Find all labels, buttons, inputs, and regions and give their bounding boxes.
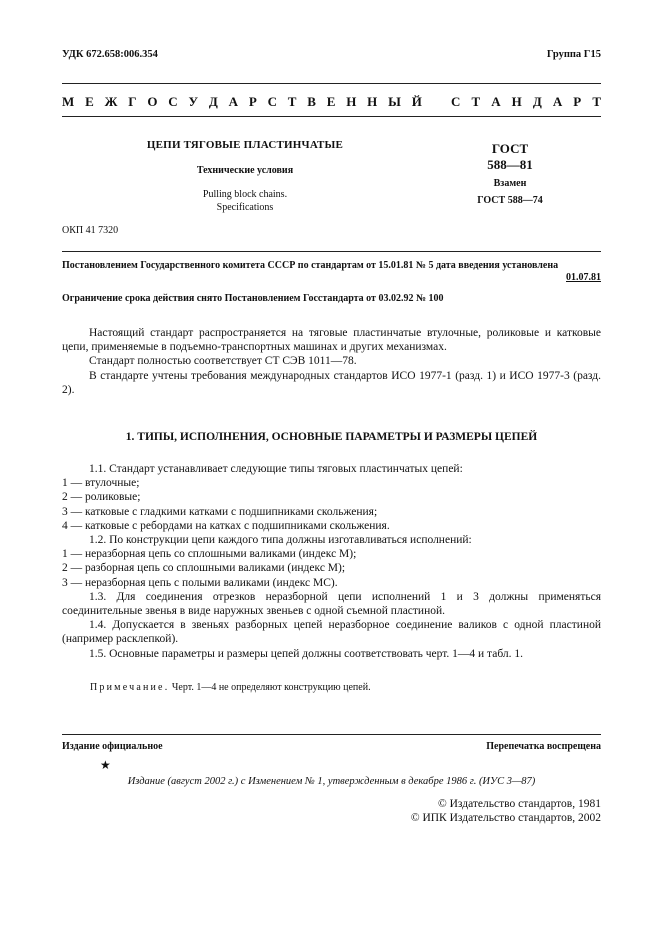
section-heading: 1. ТИПЫ, ИСПОЛНЕНИЯ, ОСНОВНЫЕ ПАРАМЕТРЫ И РАЗМЕРЫ ЦЕПЕЙ (125, 431, 538, 443)
banner-letter: Д (532, 94, 542, 109)
banner-letter: Н (346, 94, 357, 109)
banner-letter: Т (471, 94, 481, 109)
banner-letter: Т (592, 94, 601, 109)
clause-item: 1.5. Основные параметры и размеры цепей должны соответствовать черт. 1—4 и табл. 1. (89, 647, 523, 660)
banner-letter: О (147, 94, 158, 109)
clause-item: 1.4. Допускается в звеньях разборных цепей неразборное соединение валиков с одной пластиной (например расклепкой). (62, 619, 601, 646)
english-title-line: Specifications (216, 202, 274, 213)
copyright-line: © Издательство стандартов, 1981 (437, 798, 601, 810)
banner-letter: А (228, 94, 238, 109)
banner-letter: Е (326, 94, 336, 109)
official-edition-label: Издание официальное (62, 741, 163, 752)
top-divider (62, 83, 601, 84)
clause-item: 4 — катковые с ребордами на катках с подшипниками скольжения. (62, 519, 390, 532)
gost-label: ГОСТ (491, 141, 529, 156)
banner-letter: С (168, 94, 178, 109)
clause-item: 1 — неразборная цепь со сплошными валиками (индекс М); (62, 548, 357, 561)
clause-item: 1.2. По конструкции цепи каждого типа должны изготавливаться исполнений: (89, 534, 472, 547)
note-text: Черт. 1—4 не определяют конструкцию цепей. (171, 682, 371, 693)
banner-word-standard (451, 94, 601, 110)
banner-letter: У (188, 94, 199, 109)
english-title-line: Pulling block chains. (202, 189, 288, 200)
banner-letter: Р (573, 94, 582, 109)
banner-letter: Ы (388, 94, 401, 109)
intro-paragraph: В стандарте учтены требования международных стандартов ИСО 1977-1 (разд. 1) и ИСО 1977-3 (разд. 2). (62, 369, 601, 396)
title-block (110, 139, 380, 214)
clause-item: 2 — роликовые; (62, 491, 141, 504)
standard-banner (62, 94, 601, 110)
banner-letter: Т (287, 94, 297, 109)
clause-item: 1.1. Стандарт устанавливает следующие типы тяговых пластинчатых цепей: (89, 463, 463, 475)
footer-divider (62, 734, 601, 735)
banner-letter: Н (367, 94, 378, 109)
effective-date: 01.07.81 (566, 272, 601, 283)
english-title (110, 188, 380, 214)
banner-letter: Н (511, 94, 522, 109)
replaced-standard: ГОСТ 588—74 (477, 195, 543, 206)
clause-item: 1 — втулочные; (62, 477, 140, 490)
clause-item: 2 — разборная цепь со сплошными валиками (индекс М); (62, 562, 346, 575)
banner-letter: Ж (104, 94, 118, 109)
copyright-line: © ИПК Издательство стандартов, 2002 (410, 812, 601, 824)
banner-letter: Г (128, 94, 137, 109)
banner-letter: М (62, 94, 75, 109)
banner-letter: Д (208, 94, 218, 109)
banner-letter: В (307, 94, 316, 109)
document-subtitle: Технические условия (196, 165, 294, 176)
banner-letter: Й (411, 94, 422, 109)
copyright-block (411, 797, 601, 825)
reprint-prohibited-label: Перепечатка воспрещена (486, 741, 601, 752)
note-label: Примечание. (90, 682, 170, 693)
banner-letter: Р (248, 94, 257, 109)
clause-item: 3 — катковые с гладкими катками с подшипниками скольжения; (62, 505, 378, 518)
intro-text (62, 326, 601, 397)
banner-letter: С (451, 94, 461, 109)
udk-code: УДК 672.658:006.354 (62, 49, 158, 60)
clause-list (62, 462, 601, 661)
document-title: ЦЕПИ ТЯГОВЫЕ ПЛАСТИНЧАТЫЕ (146, 139, 344, 151)
banner-word-interstate (62, 94, 422, 110)
intro-paragraph: Стандарт полностью соответствует СТ СЭВ 1011—78. (89, 355, 357, 368)
gost-designation (440, 141, 580, 207)
banner-letter: С (267, 94, 277, 109)
edition-info: Издание (август 2002 г.) с Изменением № 1, утвержденным в декабре 1986 г. (ИУС 3—87) (127, 776, 536, 787)
banner-letter: А (491, 94, 501, 109)
gost-number: 588—81 (487, 157, 533, 172)
limitation-notice: Ограничение срока действия снято Постановлением Госстандарта от 03.02.92 № 100 (62, 293, 444, 304)
decree-divider (62, 251, 601, 252)
intro-paragraph: Настоящий стандарт распространяется на тяговые пластинчатые втулочные, роликовые и катковые цепи, применяемые в подъемно-транспортных машинах и других механизмах. (62, 327, 601, 354)
replaces-label: Взамен (493, 178, 527, 189)
group-code: Группа Г15 (546, 49, 601, 60)
banner-letter: А (552, 94, 563, 109)
clause-item: 3 — неразборная цепь с полыми валиками (индекс МС). (62, 576, 338, 589)
clause-item: 1.3. Для соединения отрезков неразборной цепи исполнений 1 и 3 должны применяться соединительные звенья в виде наружных звеньев с одной съемной пластиной. (62, 590, 601, 618)
note (90, 682, 371, 693)
star-icon: ★ (100, 758, 111, 772)
banner-divider (62, 116, 601, 117)
okp-code: ОКП 41 7320 (62, 225, 119, 236)
decree-text: Постановлением Государственного комитета СССР по стандартам от 15.01.81 № 5 дата введения установлена (62, 260, 559, 271)
banner-letter: Е (85, 94, 94, 109)
